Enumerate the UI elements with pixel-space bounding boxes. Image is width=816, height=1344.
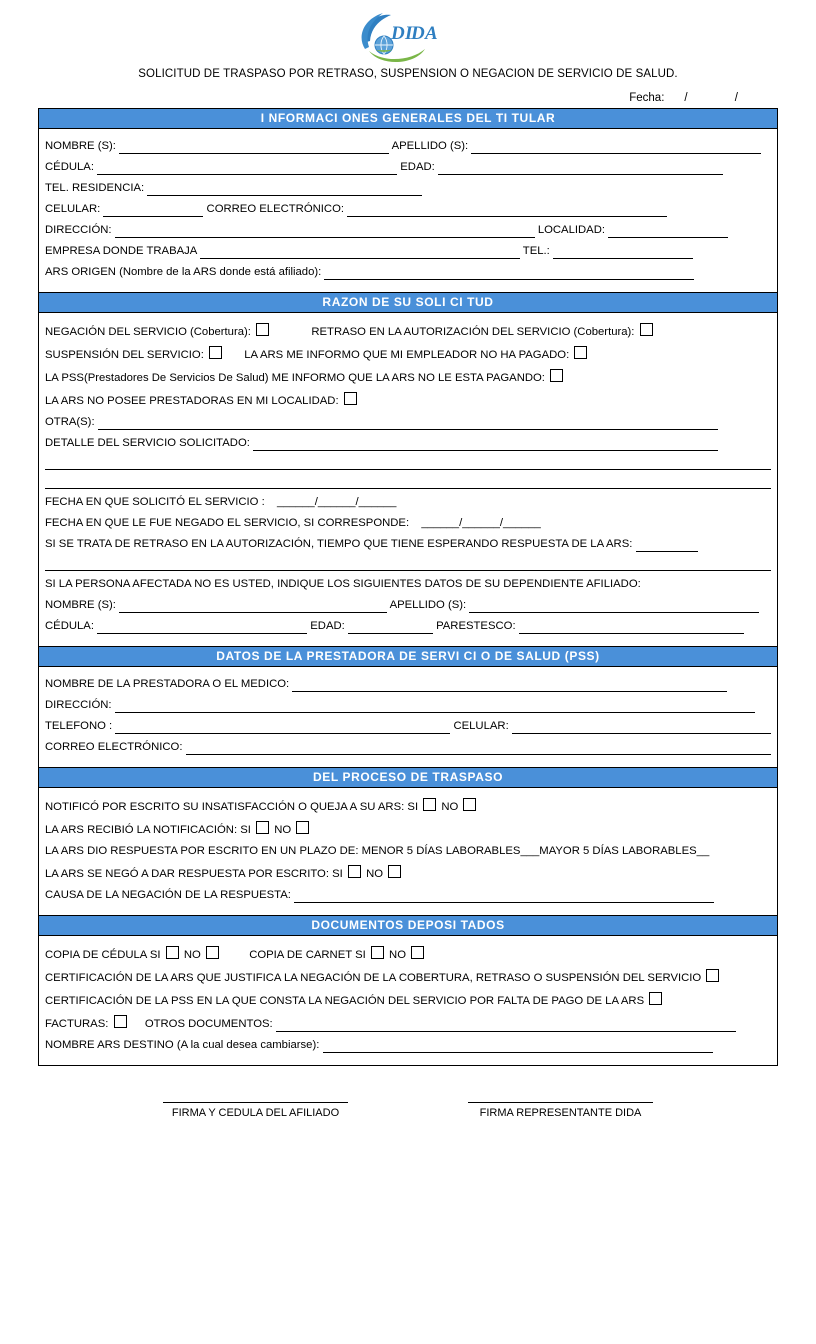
section-band-titular: I NFORMACI ONES GENERALES DEL TI TULAR bbox=[39, 109, 777, 129]
section-razon bbox=[39, 313, 777, 646]
row-direccion-localidad bbox=[45, 223, 771, 238]
row-facturas-otros bbox=[45, 1015, 771, 1032]
row-suspension-empleador bbox=[45, 346, 771, 363]
label-otros-documentos: OTROS DOCUMENTOS: bbox=[144, 1018, 273, 1030]
row-no-prestadoras bbox=[45, 392, 771, 409]
checkbox-suspension-servicio[interactable] bbox=[209, 346, 222, 359]
label-dep-cedula: CÉDULA: bbox=[45, 620, 94, 632]
label-edad: EDAD: bbox=[400, 161, 435, 173]
label-tel: TEL.: bbox=[522, 245, 550, 257]
row-dependiente-intro bbox=[45, 577, 771, 592]
checkbox-retraso-autorizacion[interactable] bbox=[640, 323, 653, 336]
checkbox-negacion-servicio[interactable] bbox=[256, 323, 269, 336]
section-traspaso bbox=[39, 788, 777, 915]
label-ars-origen: ARS ORIGEN (Nombre de la ARS donde está afiliado): bbox=[45, 266, 322, 278]
row-nombre-apellido bbox=[45, 139, 771, 154]
input-dep-apellido[interactable] bbox=[469, 600, 759, 613]
input-ars-origen[interactable] bbox=[324, 267, 694, 280]
checkbox-no-prestadoras[interactable] bbox=[344, 392, 357, 405]
logo-container bbox=[0, 0, 816, 62]
input-pss-celular[interactable] bbox=[512, 721, 771, 734]
input-fecha-solicito[interactable]: ______/______/______ bbox=[277, 496, 397, 508]
checkbox-copia-cedula-si[interactable] bbox=[166, 946, 179, 959]
label-empresa: EMPRESA DONDE TRABAJA bbox=[45, 245, 197, 257]
row-copias bbox=[45, 946, 771, 963]
input-tel-empresa[interactable] bbox=[553, 246, 693, 259]
row-causa-negacion bbox=[45, 888, 771, 903]
date-label: Fecha: bbox=[629, 92, 665, 104]
row-notifico bbox=[45, 798, 771, 815]
checkbox-recibio-si[interactable] bbox=[256, 821, 269, 834]
logo-graphic bbox=[353, 9, 463, 65]
label-correo: CORREO ELECTRÓNICO: bbox=[206, 203, 344, 215]
row-tel-residencia bbox=[45, 181, 771, 196]
label-copia-carnet: COPIA DE CARNET SI bbox=[249, 949, 366, 961]
checkbox-copia-cedula-no[interactable] bbox=[206, 946, 219, 959]
svg-text:I: I bbox=[405, 23, 413, 44]
input-detalle-servicio-1[interactable] bbox=[253, 438, 718, 451]
input-otros-documentos[interactable] bbox=[276, 1019, 736, 1032]
label-pss-telefono: TELEFONO : bbox=[45, 720, 113, 732]
label-notifico-no: NO bbox=[441, 801, 459, 813]
label-fecha-negado: FECHA EN QUE LE FUE NEGADO EL SERVICIO, SI CORRESPONDE: bbox=[45, 517, 410, 529]
label-dependiente-intro: SI LA PERSONA AFECTADA NO ES USTED, INDIQUE LOS SIGUIENTES DATOS DE SU DEPENDIENTE AFILIADO: bbox=[45, 578, 641, 590]
row-pss-nombre bbox=[45, 677, 771, 692]
checkbox-nego-respuesta-si[interactable] bbox=[348, 865, 361, 878]
label-respuesta-plazo[interactable]: LA ARS DIO RESPUESTA POR ESCRITO EN UN PLAZO DE: MENOR 5 DÍAS LABORABLES___MAYOR 5 DÍAS LABORABLES__ bbox=[45, 845, 710, 857]
input-dep-nombre[interactable] bbox=[119, 600, 387, 613]
row-dep-nombre-apellido bbox=[45, 598, 771, 613]
input-dep-parentesco[interactable] bbox=[519, 621, 744, 634]
row-cedula-edad bbox=[45, 160, 771, 175]
input-tel-residencia[interactable] bbox=[147, 183, 422, 196]
signature-label-dida: FIRMA REPRESENTANTE DIDA bbox=[479, 1107, 642, 1119]
input-ars-destino[interactable] bbox=[323, 1040, 713, 1053]
label-causa-negacion: CAUSA DE LA NEGACIÓN DE LA RESPUESTA: bbox=[45, 889, 291, 901]
section-band-pss: DATOS DE LA PRESTADORA DE SERVI CI O DE SALUD (PSS) bbox=[39, 646, 777, 667]
checkbox-facturas[interactable] bbox=[114, 1015, 127, 1028]
row-ars-origen bbox=[45, 265, 771, 280]
input-detalle-servicio-3[interactable] bbox=[45, 476, 771, 489]
input-nombre[interactable] bbox=[119, 141, 389, 154]
section-band-traspaso: DEL PROCESO DE TRASPASO bbox=[39, 767, 777, 788]
signature-line-afiliado[interactable] bbox=[163, 1102, 348, 1104]
svg-text:D: D bbox=[391, 23, 405, 44]
input-causa-negacion[interactable] bbox=[294, 890, 714, 903]
checkbox-cert-ars[interactable] bbox=[706, 969, 719, 982]
input-pss-correo[interactable] bbox=[186, 742, 771, 755]
label-pss-informo: LA PSS(Prestadores De Servicios De Salud) ME INFORMO QUE LA ARS NO LE ESTA PAGANDO: bbox=[45, 372, 545, 384]
checkbox-nego-respuesta-no[interactable] bbox=[388, 865, 401, 878]
label-recibio-no: NO bbox=[274, 824, 292, 836]
checkbox-recibio-no[interactable] bbox=[296, 821, 309, 834]
label-tel-residencia: TEL. RESIDENCIA: bbox=[45, 182, 145, 194]
label-dep-apellido: APELLIDO (S): bbox=[389, 599, 467, 611]
label-apellido: APELLIDO (S): bbox=[391, 140, 469, 152]
label-pss-nombre: NOMBRE DE LA PRESTADORA O EL MEDICO: bbox=[45, 678, 290, 690]
input-celular[interactable] bbox=[103, 204, 203, 217]
label-nombre: NOMBRE (S): bbox=[45, 140, 116, 152]
section-titular bbox=[39, 129, 777, 292]
label-cert-ars: CERTIFICACIÓN DE LA ARS QUE JUSTIFICA LA NEGACIÓN DE LA COBERTURA, RETRASO O SUSPENSIÓN DEL SERVICIO bbox=[45, 972, 702, 984]
section-documentos bbox=[39, 936, 777, 1065]
input-direccion[interactable] bbox=[115, 225, 535, 238]
row-pss-telefono-celular bbox=[45, 719, 771, 734]
label-recibio: LA ARS RECIBIÓ LA NOTIFICACIÓN: SI bbox=[45, 824, 251, 836]
label-retraso-tiempo: SI SE TRATA DE RETRASO EN LA AUTORIZACIÓN, TIEMPO QUE TIENE ESPERANDO RESPUESTA DE LA ARS: bbox=[45, 538, 633, 550]
input-cedula[interactable] bbox=[97, 162, 397, 175]
input-apellido[interactable] bbox=[471, 141, 761, 154]
row-respuesta-plazo bbox=[45, 844, 771, 859]
date-row bbox=[0, 92, 760, 104]
checkbox-copia-carnet-si[interactable] bbox=[371, 946, 384, 959]
signature-row bbox=[0, 1102, 816, 1119]
label-otras: OTRA(S): bbox=[45, 416, 95, 428]
section-pss bbox=[39, 667, 777, 767]
input-dep-edad[interactable] bbox=[348, 621, 433, 634]
input-detalle-servicio-2[interactable] bbox=[45, 457, 771, 470]
checkbox-cert-pss[interactable] bbox=[649, 992, 662, 1005]
section-band-razon: RAZON DE SU SOLI CI TUD bbox=[39, 292, 777, 313]
signature-line-dida[interactable] bbox=[468, 1102, 653, 1104]
signature-label-afiliado: FIRMA Y CEDULA DEL AFILIADO bbox=[171, 1107, 340, 1119]
date-input[interactable]: / / bbox=[684, 92, 760, 104]
input-edad[interactable] bbox=[438, 162, 723, 175]
label-cedula: CÉDULA: bbox=[45, 161, 94, 173]
svg-text:A: A bbox=[425, 23, 438, 44]
input-retraso-tiempo-1[interactable] bbox=[636, 539, 698, 552]
checkbox-pss-informo[interactable] bbox=[550, 369, 563, 382]
checkbox-empleador-no-pago[interactable] bbox=[574, 346, 587, 359]
row-detalle-servicio bbox=[45, 436, 771, 451]
section-band-documentos: DOCUMENTOS DEPOSI TADOS bbox=[39, 915, 777, 936]
label-copia-cedula: COPIA DE CÉDULA SI bbox=[45, 949, 161, 961]
page-title: SOLICITUD DE TRASPASO POR RETRASO, SUSPENSION O NEGACION DE SERVICIO DE SALUD. bbox=[138, 68, 678, 80]
label-nego-respuesta: LA ARS SE NEGÓ A DAR RESPUESTA POR ESCRITO: SI bbox=[45, 868, 343, 880]
row-pss-informo bbox=[45, 369, 771, 386]
label-dep-nombre: NOMBRE (S): bbox=[45, 599, 116, 611]
label-celular: CELULAR: bbox=[45, 203, 101, 215]
label-copia-carnet-no: NO bbox=[389, 949, 406, 961]
row-cert-pss bbox=[45, 992, 771, 1009]
input-pss-nombre[interactable] bbox=[292, 679, 727, 692]
input-otras[interactable] bbox=[98, 417, 718, 430]
label-detalle-servicio: DETALLE DEL SERVICIO SOLICITADO: bbox=[45, 437, 250, 449]
row-negacion-retraso bbox=[45, 323, 771, 340]
input-localidad[interactable] bbox=[608, 225, 728, 238]
label-copia-cedula-no: NO bbox=[183, 949, 201, 961]
row-nego-respuesta bbox=[45, 865, 771, 882]
checkbox-notifico-no[interactable] bbox=[463, 798, 476, 811]
checkbox-notifico-si[interactable] bbox=[423, 798, 436, 811]
label-pss-direccion: DIRECCIÓN: bbox=[45, 699, 112, 711]
row-fecha-negado bbox=[45, 516, 771, 531]
row-empresa-tel bbox=[45, 244, 771, 259]
label-notifico: NOTIFICÓ POR ESCRITO SU INSATISFACCIÓN O QUEJA A SU ARS: SI bbox=[45, 801, 419, 813]
row-retraso-tiempo bbox=[45, 537, 771, 552]
row-pss-direccion bbox=[45, 698, 771, 713]
row-celular-correo bbox=[45, 202, 771, 217]
label-fecha-solicito: FECHA EN QUE SOLICITÓ EL SERVICIO : bbox=[45, 496, 265, 508]
signature-block-afiliado bbox=[163, 1102, 348, 1119]
row-dep-cedula-edad-parentesco bbox=[45, 619, 771, 634]
input-pss-direccion[interactable] bbox=[115, 700, 755, 713]
label-pss-celular: CELULAR: bbox=[453, 720, 509, 732]
input-correo[interactable] bbox=[347, 204, 667, 217]
label-suspension-servicio: SUSPENSIÓN DEL SERVICIO: bbox=[45, 349, 204, 361]
label-retraso-autorizacion: RETRASO EN LA AUTORIZACIÓN DEL SERVICIO (Cobertura): bbox=[311, 326, 635, 338]
signature-block-dida bbox=[468, 1102, 653, 1119]
row-ars-destino bbox=[45, 1038, 771, 1053]
label-localidad: LOCALIDAD: bbox=[537, 224, 605, 236]
label-direccion: DIRECCIÓN: bbox=[45, 224, 112, 236]
row-cert-ars bbox=[45, 969, 771, 986]
dida-logo bbox=[353, 9, 463, 65]
input-dep-cedula[interactable] bbox=[97, 621, 307, 634]
input-fecha-negado[interactable]: ______/______/______ bbox=[421, 517, 541, 529]
label-facturas: FACTURAS: bbox=[45, 1018, 109, 1030]
input-retraso-tiempo-2[interactable] bbox=[45, 558, 771, 571]
form-frame bbox=[38, 108, 778, 1066]
checkbox-copia-carnet-no[interactable] bbox=[411, 946, 424, 959]
label-negacion-servicio: NEGACIÓN DEL SERVICIO (Cobertura): bbox=[45, 326, 251, 338]
label-empleador-no-pago: LA ARS ME INFORMO QUE MI EMPLEADOR NO HA PAGADO: bbox=[244, 349, 570, 361]
row-fecha-solicito bbox=[45, 495, 771, 510]
label-nego-respuesta-no: NO bbox=[366, 868, 384, 880]
label-dep-edad: EDAD: bbox=[310, 620, 345, 632]
label-dep-parentesco: PARESTESCO: bbox=[436, 620, 516, 632]
input-empresa[interactable] bbox=[200, 246, 520, 259]
svg-text:D: D bbox=[411, 23, 425, 44]
label-ars-destino: NOMBRE ARS DESTINO (A la cual desea cambiarse): bbox=[45, 1039, 320, 1051]
row-otras bbox=[45, 415, 771, 430]
row-pss-correo bbox=[45, 740, 771, 755]
label-pss-correo: CORREO ELECTRÓNICO: bbox=[45, 741, 183, 753]
label-no-prestadoras: LA ARS NO POSEE PRESTADORAS EN MI LOCALIDAD: bbox=[45, 395, 339, 407]
row-recibio bbox=[45, 821, 771, 838]
label-cert-pss: CERTIFICACIÓN DE LA PSS EN LA QUE CONSTA LA NEGACIÓN DEL SERVICIO POR FALTA DE PAGO DE LA ARS bbox=[45, 995, 645, 1007]
input-pss-telefono[interactable] bbox=[115, 721, 450, 734]
